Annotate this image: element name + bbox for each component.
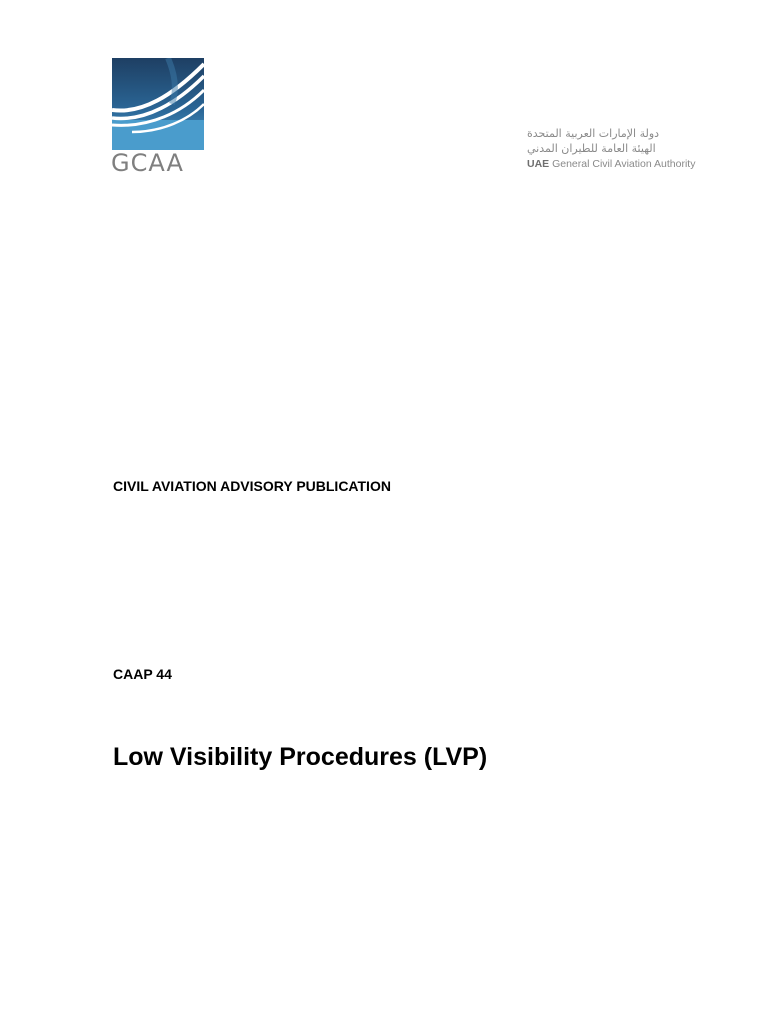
document-number: CAAP 44	[113, 666, 172, 682]
authority-block	[503, 126, 703, 171]
authority-en-bold: UAE	[527, 158, 550, 170]
authority-english-name	[503, 158, 703, 171]
gcaa-logo-text: GCAA	[111, 149, 184, 177]
publication-type: CIVIL AVIATION ADVISORY PUBLICATION	[113, 478, 391, 494]
gcaa-logo-icon	[112, 58, 204, 150]
document-title: Low Visibility Procedures (LVP)	[113, 743, 488, 771]
authority-en-rest: General Civil Aviation Authority	[549, 158, 696, 170]
authority-arabic-line-1: دولة الإمارات العربية المتحدة	[527, 127, 660, 140]
authority-arabic-line-2: الهيئة العامة للطيران المدني	[527, 142, 656, 155]
